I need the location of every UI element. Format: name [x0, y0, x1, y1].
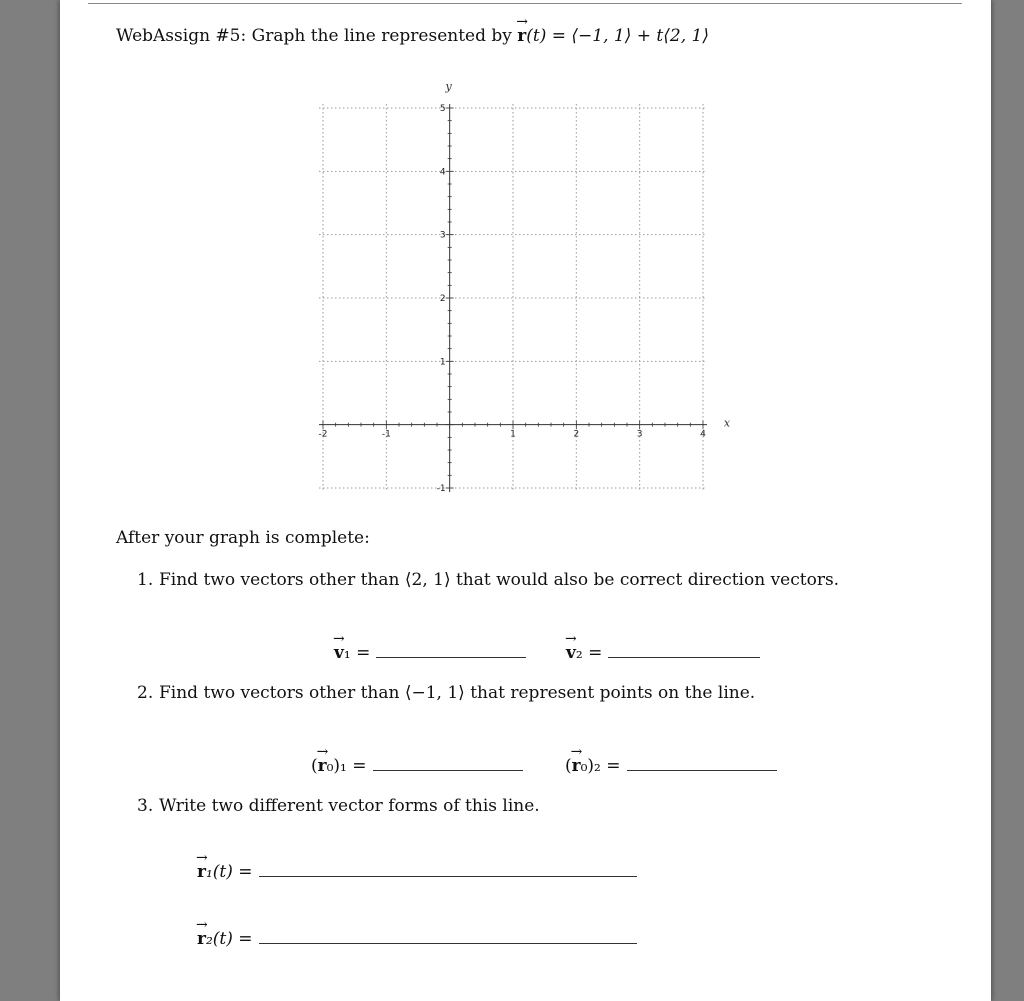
r02-blank[interactable]: [627, 769, 777, 771]
question-1: [137, 570, 839, 590]
answer-r1: [197, 862, 637, 882]
title-equation: (t) = ⟨−1, 1⟩ + t⟨2, 1⟩: [526, 26, 709, 46]
r2-symbol: → r: [197, 929, 206, 949]
v2-blank[interactable]: [608, 656, 760, 658]
x-tick-label: 4: [700, 429, 706, 440]
question-2-text: Find two vectors other than ⟨−1, 1⟩ that represent points on the line.: [159, 683, 756, 703]
question-3-number: 3.: [137, 796, 154, 816]
answer-r01: [311, 756, 523, 776]
x-tick-label: 1: [510, 429, 516, 440]
question-3: [137, 796, 540, 816]
v2-symbol: → v: [566, 643, 576, 663]
x-tick-label: -1: [381, 429, 391, 440]
x-tick-label: -2: [318, 429, 328, 440]
r01-symbol: → r: [318, 756, 327, 776]
r2-label: ₂(t) =: [205, 929, 253, 949]
r-vector-symbol: → r: [517, 26, 526, 46]
y-tick-label: 3: [439, 230, 446, 241]
r02-open-paren: (: [565, 756, 572, 776]
answer-v1: [334, 643, 526, 663]
r02-label: ₀)₂ =: [580, 756, 621, 776]
x-tick-label: 3: [636, 429, 643, 440]
question-2-number: 2.: [137, 683, 154, 703]
worksheet-page: [60, 0, 991, 1001]
v1-symbol: → v: [334, 643, 344, 663]
r01-label: ₀)₁ =: [326, 756, 367, 776]
question-1-text: Find two vectors other than ⟨2, 1⟩ that would also be correct direction vectors.: [159, 570, 840, 590]
y-axis-label: y: [445, 80, 452, 93]
y-tick-label: -1: [436, 484, 446, 494]
y-tick-label: 4: [439, 167, 446, 178]
question-3-text: Write two different vector forms of this line.: [159, 796, 540, 816]
answer-r02: [565, 756, 777, 776]
r01-open-paren: (: [311, 756, 318, 776]
r1-symbol: → r: [197, 862, 206, 882]
v1-label: ₁ =: [343, 643, 371, 663]
y-tick-label: 5: [439, 104, 446, 114]
y-tick-label: 2: [439, 294, 446, 304]
answer-r2: [197, 929, 637, 949]
r1-label: ₁(t) =: [205, 862, 253, 882]
v1-blank[interactable]: [376, 656, 526, 658]
after-text: After your graph is complete:: [116, 528, 370, 548]
r2-blank[interactable]: [259, 942, 637, 944]
v2-label: ₂ =: [575, 643, 603, 663]
r02-symbol: → r: [572, 756, 581, 776]
x-tick-label: 2: [573, 429, 580, 440]
answer-v2: [566, 643, 760, 663]
title-prefix: WebAssign #5: Graph the line represented by: [116, 26, 512, 46]
question-1-number: 1.: [137, 570, 154, 590]
r1-blank[interactable]: [259, 875, 637, 877]
question-2: [137, 683, 755, 703]
y-tick-label: 1: [439, 357, 446, 368]
r01-blank[interactable]: [373, 769, 523, 771]
coordinate-grid[interactable]: [60, 0, 991, 520]
x-axis-label: x: [723, 416, 731, 430]
